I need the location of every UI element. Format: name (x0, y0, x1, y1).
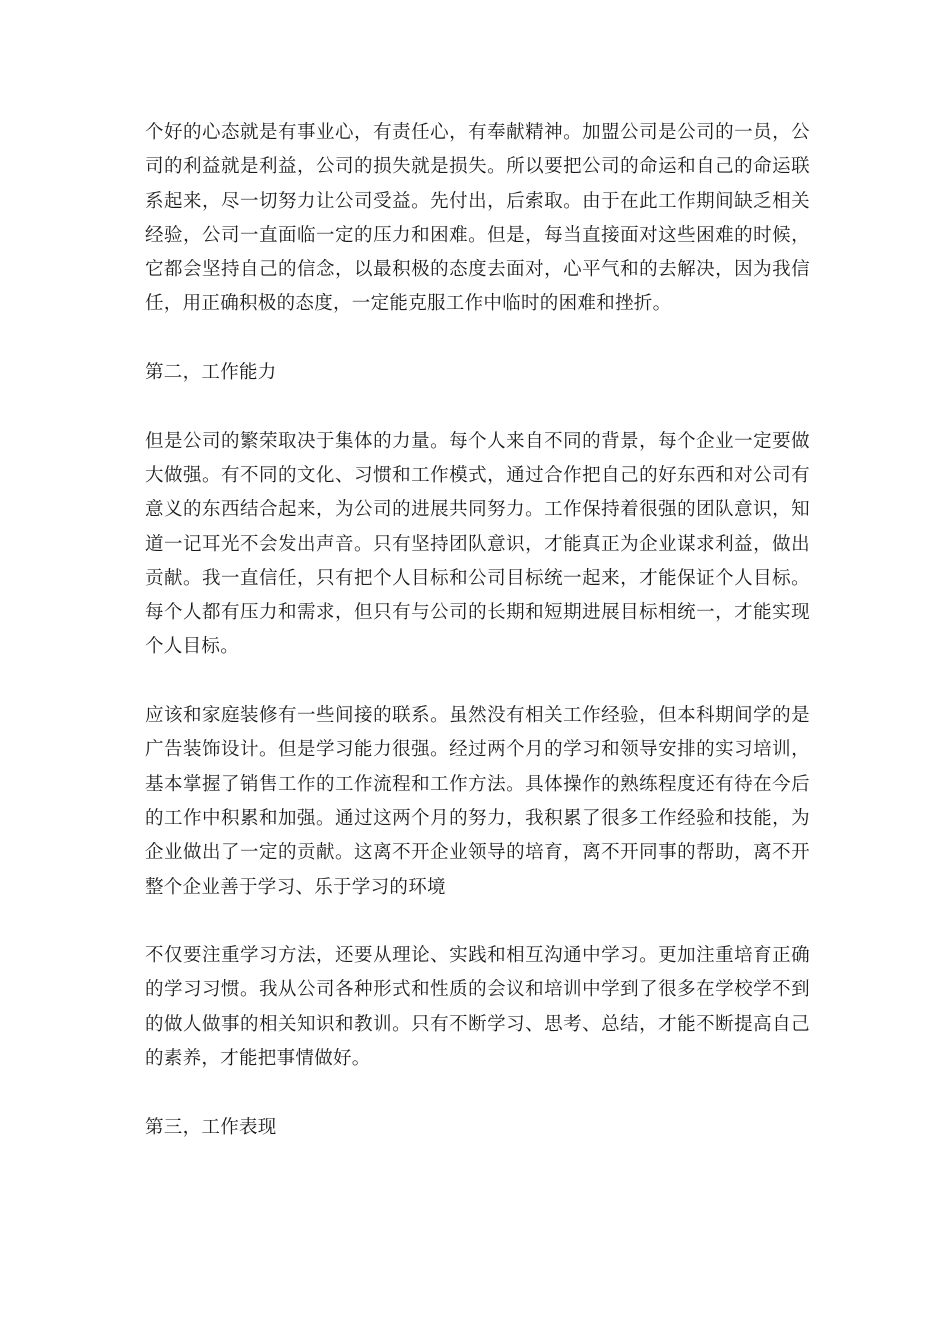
document-body (145, 116, 810, 1179)
paragraph-attitude: 个好的心态就是有事业心，有责任心，有奉献精神。加盟公司是公司的一员，公司的利益就是利益，公司的损失就是损失。所以要把公司的命运和自己的命运联系起来，尽一切努力让公司受益。先付出，后索取。由于在此工作期间缺乏相关经验，公司一直面临一定的压力和困难。但是，每当直接面对这些困难的时候，它都会坚持自己的信念，以最积极的态度去面对，心平气和的去解决，因为我信任，用正确积极的态度，一定能克服工作中临时的困难和挫折。 (145, 122, 810, 315)
paragraph-experience: 应该和家庭装修有一些间接的联系。虽然没有相关工作经验，但本科期间学的是广告装饰设计。但是学习能力很强。经过两个月的学习和领导安排的实习培训，基本掌握了销售工作的工作流程和工作方法。具体操作的熟练程度还有待在今后的工作中积累和加强。通过这两个月的努力，我积累了很多工作经验和技能，为企业做出了一定的贡献。这离不开企业领导的培育，离不开同事的帮助，离不开整个企业善于学习、乐于学习的环境 (145, 705, 810, 898)
paragraph-teamwork: 但是公司的繁荣取决于集体的力量。每个人来自不同的背景，每个企业一定要做大做强。有不同的文化、习惯和工作模式，通过合作把自己的好东西和对公司有意义的东西结合起来，为公司的进展共同努力。工作保持着很强的团队意识，知道一记耳光不会发出声音。只有坚持团队意识，才能真正为企业谋求利益，做出贡献。我一直信任，只有把个人目标和公司目标统一起来，才能保证个人目标。每个人都有压力和需求，但只有与公司的长期和短期进展目标相统一，才能实现个人目标。 (145, 430, 810, 658)
section-heading-work-ability: 第二，工作能力 (145, 362, 277, 384)
paragraph-learning: 不仅要注重学习方法，还要从理论、实践和相互沟通中学习。更加注重培育正确的学习习惯。我从公司各种形式和性质的会议和培训中学到了很多在学校学不到的做人做事的相关知识和教训。只有不断学习、思考、总结，才能不断提高自己的素养，才能把事情做好。 (145, 945, 810, 1070)
section-heading-work-performance: 第三，工作表现 (145, 1116, 277, 1138)
